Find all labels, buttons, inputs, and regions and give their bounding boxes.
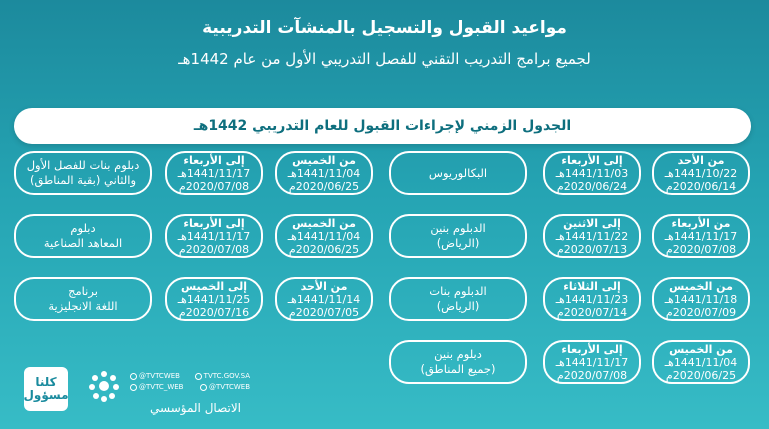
program-label xyxy=(389,340,527,384)
date-day: إلى الأربعاء xyxy=(183,216,245,230)
program-line: (الرياض) xyxy=(436,299,480,313)
date-gregorian: 2020/07/08م xyxy=(665,242,737,256)
date-gregorian: 2020/07/13م xyxy=(556,242,628,256)
date-hijri: 1441/11/25هـ xyxy=(177,292,251,306)
date-day: من الخميس xyxy=(669,279,733,293)
date-from xyxy=(275,214,373,258)
date-day: إلى الأربعاء xyxy=(561,342,623,356)
date-gregorian: 2020/07/16م xyxy=(178,305,250,319)
program-line: برنامج xyxy=(68,284,98,298)
date-day: إلى الأربعاء xyxy=(183,153,245,167)
social-handle xyxy=(130,371,180,382)
date-day: إلى الخميس xyxy=(180,279,248,293)
program-label xyxy=(389,214,527,258)
social-icon xyxy=(130,373,137,380)
date-from xyxy=(652,151,750,195)
program-line: (جميع المناطق) xyxy=(420,362,496,376)
date-day: إلى الأربعاء xyxy=(561,153,623,167)
date-to xyxy=(543,214,641,258)
social-handle xyxy=(200,382,250,393)
date-gregorian: 2020/06/24م xyxy=(556,179,628,193)
date-gregorian: 2020/07/09م xyxy=(665,305,737,319)
program-line: الدبلوم بنات xyxy=(429,284,487,298)
date-hijri: 1441/11/03هـ xyxy=(555,166,629,180)
poster-title: مواعيد القبول والتسجيل بالمنشآت التدريبية xyxy=(202,18,567,38)
date-hijri: 1441/11/14هـ xyxy=(287,292,361,306)
program-label xyxy=(14,277,152,321)
date-gregorian: 2020/07/14م xyxy=(556,305,628,319)
program-line: (الرياض) xyxy=(436,236,480,250)
date-hijri: 1441/11/17هـ xyxy=(555,355,629,369)
date-to xyxy=(543,151,641,195)
poster-subtitle: لجميع برامج التدريب التقني للفصل التدريبي الأول من عام 1442هـ xyxy=(178,50,591,68)
handle-text: TVTC.GOV.SA xyxy=(203,372,250,380)
date-hijri: 1441/11/17هـ xyxy=(177,229,251,243)
social-icon xyxy=(200,384,207,391)
program-line: الدبلوم بنين xyxy=(430,221,486,235)
program-line: اللغة الانجليزية xyxy=(48,299,118,313)
date-gregorian: 2020/06/25م xyxy=(288,179,360,193)
social-icon xyxy=(130,384,137,391)
handle-text: @TVTCWEB xyxy=(209,383,250,391)
date-hijri: 1441/11/04هـ xyxy=(287,166,361,180)
date-hijri: 1441/11/18هـ xyxy=(664,292,738,306)
badge-line: كلنا xyxy=(35,375,57,389)
tvtc-logo-icon xyxy=(86,368,122,404)
date-hijri: 1441/11/23هـ xyxy=(555,292,629,306)
date-to xyxy=(543,277,641,321)
date-gregorian: 2020/07/08م xyxy=(178,179,250,193)
org-label: الاتصال المؤسسي xyxy=(150,401,242,415)
date-day: إلى الثلاثاء xyxy=(563,279,621,293)
program-label xyxy=(14,214,152,258)
date-day: من الأحد xyxy=(677,153,725,167)
handle-text: @TVTCWEB xyxy=(139,372,180,380)
date-gregorian: 2020/06/14م xyxy=(665,179,737,193)
date-to xyxy=(165,214,263,258)
date-gregorian: 2020/07/05م xyxy=(288,305,360,319)
social-handle xyxy=(195,371,250,382)
date-day: من الخميس xyxy=(292,153,356,167)
kulluna-masool-logo xyxy=(24,367,68,411)
program-label xyxy=(14,151,152,195)
date-gregorian: 2020/06/25م xyxy=(665,368,737,382)
date-hijri: 1441/10/22هـ xyxy=(664,166,738,180)
date-hijri: 1441/11/22هـ xyxy=(555,229,629,243)
program-label xyxy=(389,151,527,195)
program-line: المعاهد الصناعية xyxy=(43,236,123,250)
date-day: إلى الاثنين xyxy=(563,216,621,230)
date-to xyxy=(543,340,641,384)
date-day: من الأحد xyxy=(300,279,348,293)
date-to xyxy=(165,151,263,195)
date-from xyxy=(275,151,373,195)
date-to xyxy=(165,277,263,321)
social-handles xyxy=(130,371,250,393)
badge-line: مسؤول xyxy=(23,388,69,402)
web-icon xyxy=(195,373,202,380)
date-gregorian: 2020/07/08م xyxy=(556,368,628,382)
date-from xyxy=(652,277,750,321)
program-line: والثاني (بقية المناطق) xyxy=(30,173,137,187)
date-day: من الخميس xyxy=(669,342,733,356)
program-label xyxy=(389,277,527,321)
schedule-banner: الجدول الزمني لإجراءات القبول للعام التدريبي 1442هـ xyxy=(14,108,751,144)
program-line: البكالوريوس xyxy=(428,165,488,180)
program-line: دبلوم xyxy=(70,221,96,235)
social-handle xyxy=(130,382,183,393)
program-line: دبلوم بنات للفصل الأول xyxy=(26,158,140,172)
date-from xyxy=(652,340,750,384)
date-gregorian: 2020/06/25م xyxy=(288,242,360,256)
date-hijri: 1441/11/04هـ xyxy=(664,355,738,369)
date-hijri: 1441/11/17هـ xyxy=(177,166,251,180)
date-gregorian: 2020/07/08م xyxy=(178,242,250,256)
date-from xyxy=(275,277,373,321)
program-line: دبلوم بنين xyxy=(434,347,482,361)
handle-text: @TVTC_WEB xyxy=(139,383,184,391)
date-hijri: 1441/11/17هـ xyxy=(664,229,738,243)
date-day: من الأربعاء xyxy=(671,216,731,230)
date-hijri: 1441/11/04هـ xyxy=(287,229,361,243)
date-from xyxy=(652,214,750,258)
date-day: من الخميس xyxy=(292,216,356,230)
